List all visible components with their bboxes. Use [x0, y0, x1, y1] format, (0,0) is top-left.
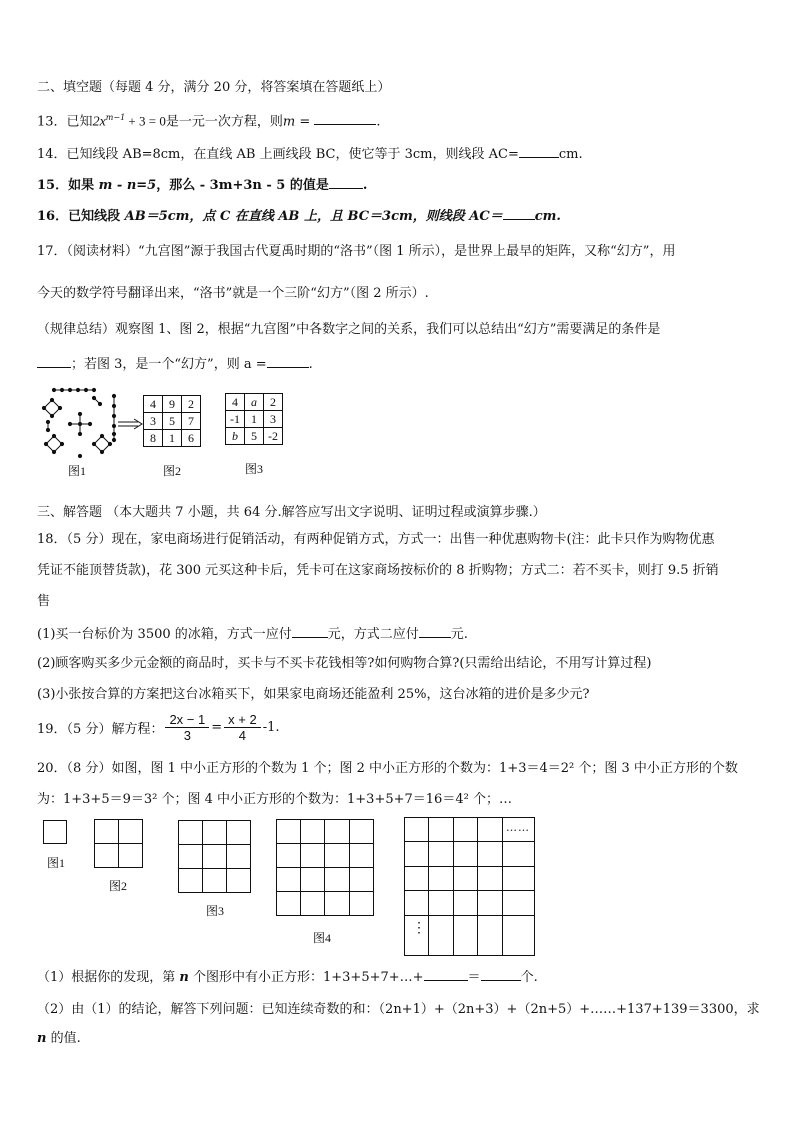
fig3-cell: a: [245, 394, 264, 411]
q18-line2: 凭证不能顶替货款)，花 300 元买这种卡后，凭卡可在这家商场按标价的 8 折购物；方式二：若不买卡，则打 9.5 折销: [37, 563, 719, 578]
q17-line4: [37, 355, 313, 373]
fig3-cell: b: [226, 428, 245, 445]
q20-fig1-caption: 图1: [47, 856, 66, 870]
fig3-cell: -2: [264, 428, 283, 445]
q13-eq: =: [295, 114, 315, 130]
q16-pre: 16．已知线段: [37, 209, 125, 224]
grid-cell: [94, 843, 119, 868]
q13-answer-blank[interactable]: [314, 112, 376, 125]
q15-mid: ，那么 - 3m+3n - 5 的值是: [156, 178, 329, 193]
q20-p2-text: 的值.: [46, 1031, 81, 1046]
question-19: [37, 712, 279, 743]
q20-p1-pre: （1）根据你的发现，第: [37, 970, 180, 985]
q19-numerator-right: x + 2: [224, 712, 261, 728]
q19-pre: 19．（5 分）解方程：: [37, 722, 164, 737]
q14-text: 14．已知线段 AB=8cm，在直线 AB 上画线段 BC，使它等于 3cm，则线段 AC=: [37, 147, 519, 162]
vertical-ellipsis-icon: ⋮: [412, 920, 427, 936]
section2-heading: 二、填空题（每题 4 分，满分 20 分，将答案填在答题纸上）: [37, 80, 391, 95]
question-14: [37, 145, 583, 163]
q17-line2: 今天的数学符号翻译出来，“洛书”就是一个三阶“幻方”（图 2 所示）.: [37, 286, 429, 301]
q18-line1: 18．（5 分）现在，家电商场进行促销活动，有两种促销方式，方式一：出售一种优惠购物卡(注：此卡只作为购物优惠: [37, 532, 715, 547]
q20-p2-n: n: [37, 1031, 47, 1046]
q20-fig2-caption: 图2: [109, 879, 128, 893]
arrow-right-icon: [118, 418, 144, 430]
fig3-cell: -1: [226, 411, 245, 428]
fig3-cell: 3: [264, 411, 283, 428]
question-13: [37, 110, 381, 130]
q20-p1-end: 个.: [520, 970, 538, 985]
q20-figure-2: [94, 819, 142, 867]
fig2-cell: 1: [163, 430, 182, 447]
q15-end: .: [362, 178, 368, 193]
q20-fig3-caption: 图3: [206, 904, 225, 918]
q17-line4-mid: ；若图 3，是一个“幻方”，则 a =: [71, 357, 267, 372]
grid-cell: [43, 820, 67, 844]
magic-square-fig3: [225, 393, 283, 445]
q18-p1-end: 元.: [450, 627, 468, 642]
q17-condition-blank[interactable]: [37, 355, 71, 368]
q20-p1-mid: 个图形中有小正方形：1+3+5+7+…+: [188, 970, 424, 985]
q20-p1-eq: ＝: [467, 970, 481, 985]
q18-option2-blank[interactable]: [419, 625, 451, 638]
q15-expr: m - n=5: [98, 178, 157, 193]
q17-a-blank[interactable]: [267, 355, 309, 368]
q19-fraction-left: [165, 712, 209, 743]
q20-part2-line1: （2）由（1）的结论，解答下列问题：已知连续奇数的和：（2n+1）+（2n+3）+（2n+5）+……+137+139＝3300，求: [37, 1002, 760, 1017]
q13-expr-rest: + 3 = 0: [125, 113, 166, 129]
q18-line3: 售: [37, 594, 51, 609]
q15-pre: 15．如果: [37, 178, 99, 193]
q17-line1: 17．（阅读材料）“九宫图”源于我国古代夏禹时期的“洛书”（图 1 所示），是世界上最早的矩阵，又称“幻方”，用: [37, 244, 676, 259]
grid-cell: [118, 819, 143, 844]
q20-sum-blank[interactable]: [481, 968, 521, 981]
q19-eq: =: [211, 720, 223, 735]
question-16: [37, 207, 561, 225]
q20-figure-3: [178, 820, 252, 894]
q19-fraction-right: [224, 712, 261, 743]
fig3-cell: 5: [245, 428, 264, 445]
fig2-caption: 图2: [163, 464, 182, 478]
luoshu-figure: [40, 386, 120, 466]
magic-square-fig2: [143, 395, 201, 447]
q13-expr-exp: m−1: [105, 113, 126, 122]
q19-numerator-left: 2x − 1: [165, 712, 209, 728]
q20-line1: 20．（8 分）如图，图 1 中小正方形的个数为 1 个；图 2 中小正方形的个数为：1+3＝4＝2² 个；图 3 中小正方形的个数: [37, 761, 738, 776]
q19-denominator-right: 4: [238, 728, 247, 743]
q20-fig4-caption: 图4: [313, 931, 332, 945]
q17-line4-end: .: [308, 357, 313, 372]
q14-end: cm.: [558, 147, 583, 162]
grid-cell: [118, 843, 143, 868]
fig2-cell: 6: [182, 430, 201, 447]
q20-figure-n: [404, 817, 536, 957]
fig2-cell: 2: [182, 396, 201, 413]
fig2-cell: 3: [144, 413, 163, 430]
q17-line3: （规律总结）观察图 1、图 2，根据“九宫图”中各数字之间的关系，我们可以总结出“幻方”需要满足的条件是: [37, 322, 661, 337]
section3-heading: 三、解答题 （本大题共 7 小题，共 64 分.解答应写出文字说明、证明过程或演算步骤.）: [37, 505, 546, 520]
q13-var: m: [282, 114, 296, 130]
q20-part1: [37, 968, 538, 986]
horizontal-ellipsis-icon: ……: [506, 821, 530, 834]
q18-p1-mid: 元，方式二应付: [327, 627, 419, 642]
q18-part3: (3)小张按合算的方案把这台冰箱买下，如果家电商场还能盈利 25%，这台冰箱的进价是多少元?: [37, 687, 590, 702]
fig2-cell: 4: [144, 396, 163, 413]
q19-denominator-left: 3: [183, 728, 191, 743]
q13-num: 13．: [37, 114, 67, 130]
fig3-cell: 1: [245, 411, 264, 428]
q13-pre: 已知: [66, 114, 93, 130]
fig2-cell: 8: [144, 430, 163, 447]
q13-mid: 是一元一次方程，则: [165, 114, 283, 130]
q16-answer-blank[interactable]: [503, 207, 535, 220]
fig3-cell: 4: [226, 394, 245, 411]
q20-line2: 为：1+3+5＝9＝3² 个；图 4 中小正方形的个数为：1+3+5+7＝16＝4² 个；…: [37, 792, 512, 807]
q20-figure-4: [276, 819, 375, 917]
q18-p1-pre: (1)买一台标价为 3500 的冰箱，方式一应付: [37, 627, 292, 642]
q13-expr-base: 2x: [92, 114, 106, 130]
q18-part1: [37, 625, 468, 643]
q20-p1-n: n: [179, 970, 189, 985]
q16-expr: AB＝5cm，点 C 在直线 AB 上，且 BC＝3cm，则线段 AC＝: [124, 209, 503, 224]
q19-end: -1.: [262, 720, 280, 735]
fig1-caption: 图1: [68, 464, 87, 478]
q18-option1-blank[interactable]: [292, 625, 328, 638]
q18-part2: (2)顾客购买多少元金额的商品时，买卡与不买卡花钱相等?如何购物合算?(只需给出结论，不用写计算过程): [37, 656, 652, 671]
fig3-cell: 2: [264, 394, 283, 411]
question-15: [37, 176, 367, 194]
fig2-cell: 9: [163, 396, 182, 413]
q20-part2-line2: [37, 1031, 81, 1047]
q15-answer-blank[interactable]: [329, 176, 363, 189]
q20-term-blank[interactable]: [424, 968, 468, 981]
q13-end: .: [376, 114, 381, 130]
q14-answer-blank[interactable]: [519, 145, 559, 158]
grid-cell: [94, 819, 119, 844]
fig3-caption: 图3: [245, 462, 264, 476]
fig2-cell: 5: [163, 413, 182, 430]
fig2-cell: 7: [182, 413, 201, 430]
q16-end: cm.: [534, 209, 561, 224]
